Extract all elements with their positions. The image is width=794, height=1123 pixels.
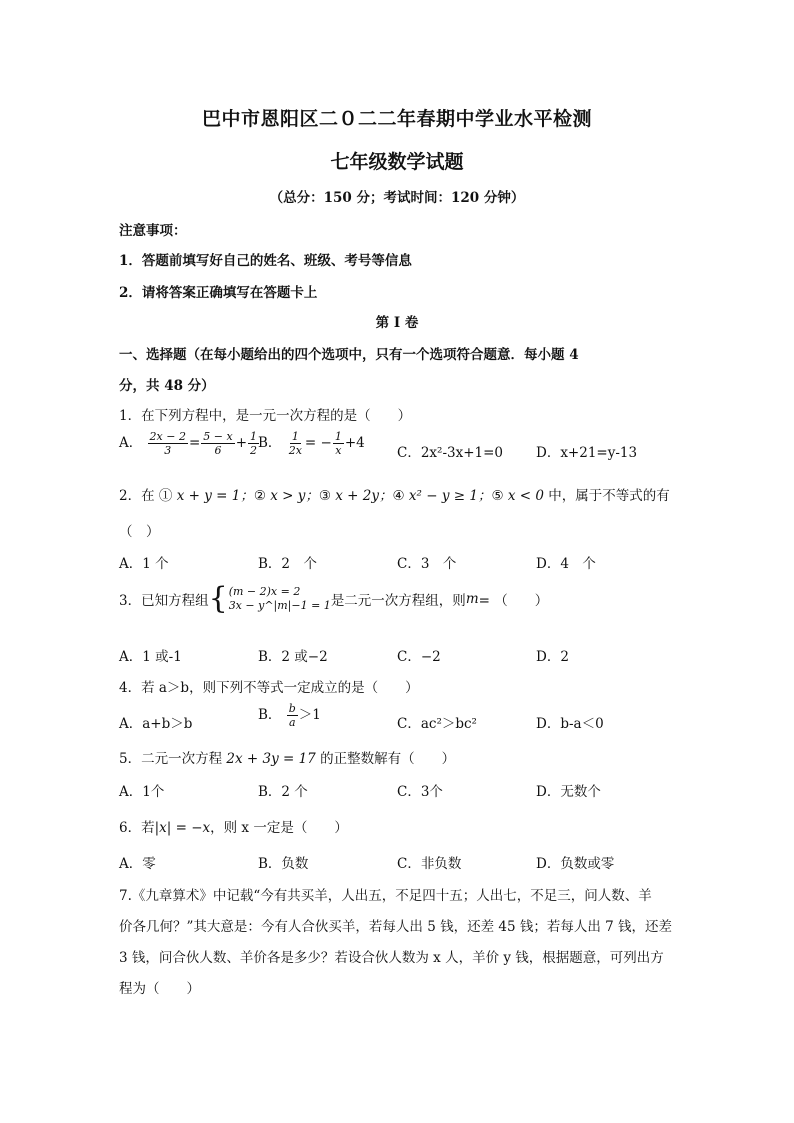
q3-option-a: A．1 或-1: [119, 649, 182, 665]
q6-option-b: B．负数: [258, 856, 309, 872]
q3-option-d: D．2: [536, 649, 569, 665]
q3-equation-system: [208, 581, 331, 616]
q6-stem: [119, 816, 348, 836]
q4-b-fraction: $\frac{b}{a}$: [288, 702, 296, 729]
q2-option-b: B．2 个: [258, 556, 318, 572]
q1-b-fraction-1: $\frac{1}{2x}$: [288, 430, 302, 457]
q7-line-2: 价各几何？”其大意是：今有人合伙买羊，若每人出 5 钱，还差 45 钱；若每人出 7 钱，还差: [119, 919, 673, 935]
q1-option-b: [258, 430, 365, 457]
q3-option-b: B．2 或−2: [258, 649, 328, 665]
q2-option-a: A．1 个: [119, 556, 169, 572]
q4-b-tail: ＞1: [298, 707, 321, 723]
q4-option-d: D．b-a＜0: [536, 716, 604, 732]
q1-a-fraction-1: $\frac{2x - 2}{3}$: [149, 430, 186, 457]
q6-suffix: ，则 x 一定是（ ）: [210, 820, 348, 836]
note-item-1: 1．答题前填写好自己的姓名、班级、考号等信息: [119, 253, 412, 269]
q2-marker-3: ③: [318, 488, 331, 504]
exam-subtitle: 七年级数学试题: [330, 151, 464, 173]
q5-suffix: 的正整数解有（ ）: [315, 751, 456, 767]
exam-info: （总分：150 分；考试时间：120 分钟）: [269, 190, 525, 206]
q1-b-fraction-2: $\frac{1}{x}$: [334, 430, 342, 457]
q3-stem: [119, 581, 549, 616]
q1-option-b-label: B．: [258, 435, 282, 451]
note-item-2: 2．请将答案正确填写在答题卡上: [119, 285, 318, 301]
q1-option-d: D．x+21=y-13: [536, 445, 638, 461]
q3-equation-2: 3x − y^|m|−1 = 1: [228, 599, 331, 612]
q5-option-c: C．3个: [397, 784, 443, 800]
q1-option-a-label: A．: [119, 435, 143, 451]
q2-expr-1: x + y = 1；: [176, 488, 254, 504]
q2-answer-blank: （ ）: [119, 524, 160, 540]
q4-option-a: A．a+b＞b: [119, 716, 193, 732]
q1-a-fraction-3: $\frac{1}{2}$: [250, 430, 258, 457]
q6-option-a: A．零: [119, 856, 156, 872]
q1-a-plus: +: [235, 435, 248, 451]
q1-b-equals: = −: [304, 435, 332, 451]
q1-option-c: C．2x²-3x+1=0: [397, 445, 504, 461]
exam-title: 巴中市恩阳区二０二二年春期中学业水平检测: [201, 108, 592, 130]
q2-marker-2: ②: [253, 488, 266, 504]
q3-suffix: 是二元一次方程组，则: [330, 593, 466, 609]
q2-marker-5: ⑤: [491, 488, 504, 504]
q5-equation: 2x + 3y = 17: [226, 751, 316, 767]
q3-prefix: 3．已知方程组: [119, 593, 209, 609]
q6-prefix: 6．若: [119, 820, 155, 836]
q6-equation: |x| = −x: [154, 820, 211, 836]
q7-line-4: 程为（ ）: [119, 981, 200, 997]
q6-option-d: D．负数或零: [536, 856, 615, 872]
q1-a-fraction-2: $\frac{5 - x}{6}$: [203, 430, 233, 457]
q1-stem: 1．在下列方程中，是一元一次方程的是（ ）: [119, 408, 412, 424]
q1-b-tail: +4: [344, 435, 365, 451]
q3-brace: {: [208, 581, 228, 616]
q6-option-c: C．非负数: [397, 856, 462, 872]
q7-line-3: 3 钱，问合伙人数、羊价各是多少？若设合伙人数为 x 人，羊价 y 钱，根据题意，可列出方: [119, 950, 664, 966]
q2-prefix: 2．在: [119, 488, 159, 504]
q5-prefix: 5．二元一次方程: [119, 751, 227, 767]
q2-expr-3: x + 2y；: [335, 488, 393, 504]
q3-option-c: C．−2: [397, 649, 441, 665]
q2-option-c: C．3 个: [397, 556, 457, 572]
q2-expr-2: x > y；: [270, 488, 319, 504]
q4-stem: 4．若 a＞b，则下列不等式一定成立的是（ ）: [119, 680, 419, 696]
q2-stem: [119, 484, 670, 504]
q7-line-1: 7.《九章算术》中记载“今有共买羊，人出五，不足四十五；人出七，不足三，问人数、羊: [119, 888, 652, 904]
q3-tail: = （ ）: [478, 593, 549, 609]
q2-expr-4: x² − y ≥ 1；: [408, 488, 492, 504]
q5-option-b: B．2 个: [258, 784, 308, 800]
q1-a-equals: =: [188, 435, 201, 451]
q5-option-d: D．无数个: [536, 784, 601, 800]
q1-option-a: [119, 430, 260, 457]
q4-option-b-label: B．: [258, 707, 282, 723]
q5-stem: [119, 747, 455, 767]
q2-marker-1: ①: [158, 488, 173, 504]
part1-heading-line1: 一、选择题（在每小题给出的四个选项中，只有一个选项符合题意．每小题 4: [119, 347, 579, 363]
q2-option-d: D．4 个: [536, 556, 596, 572]
q2-marker-4: ④: [392, 488, 405, 504]
section-label: 第 I 卷: [375, 315, 419, 331]
notes-heading: 注意事项：: [119, 223, 187, 239]
q5-option-a: A．1个: [119, 784, 165, 800]
q2-expr-5: x < 0: [507, 488, 544, 504]
q4-option-c: C．ac²＞bc²: [397, 716, 477, 732]
q4-option-b: [258, 702, 321, 729]
part1-heading-line2: 分，共 48 分）: [119, 378, 215, 394]
q3-variable: m: [465, 591, 479, 607]
q2-suffix: 中，属于不等式的有: [543, 488, 670, 504]
q3-equation-1: (m − 2)x = 2: [228, 585, 301, 598]
